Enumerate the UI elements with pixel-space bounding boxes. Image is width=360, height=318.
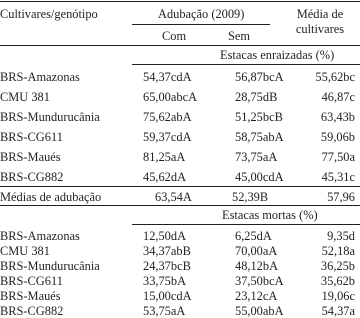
row-media: 9,35d (327, 229, 355, 243)
header-media-line1: Média de (296, 7, 344, 21)
summary-sem: 52,39B (232, 190, 269, 204)
row-name: CMU 381 (0, 244, 50, 258)
row-media: 77,50a (321, 150, 355, 164)
section-divider (0, 205, 360, 206)
section-title: Estacas enraizadas (%) (220, 48, 335, 62)
row-sem: 56,87bcA (235, 70, 284, 84)
row-sem: 70,00aA (235, 244, 278, 258)
row-media: 36,25b (320, 259, 355, 273)
row-com: 53,75aA (143, 304, 186, 318)
row-com: 65,00abcA (143, 90, 198, 104)
row-name: CMU 381 (0, 90, 50, 104)
row-com: 45,62dA (143, 170, 187, 184)
row-com: 15,00cdA (143, 289, 192, 303)
header-media-line2: cultivares (295, 22, 345, 36)
row-media: 63,43b (320, 110, 355, 124)
row-name: BRS-Maués (0, 289, 61, 303)
row-sem: 48,12bA (235, 259, 279, 273)
row-name: BRS-Amazonas (0, 229, 80, 243)
header-group-rule (132, 24, 270, 25)
section-rule (132, 64, 360, 65)
row-name: BRS-Maués (0, 150, 61, 164)
section-rule (132, 224, 360, 225)
row-name: BRS-CG611 (0, 130, 63, 144)
row-sem: 37,50bcA (235, 274, 284, 288)
row-media: 46,87c (321, 90, 355, 104)
row-sem: 51,25bcB (235, 110, 283, 124)
header-cultivares: Cultivares/genótipo (0, 7, 98, 21)
row-com: 12,50dA (143, 229, 187, 243)
header-adubacao: Adubação (2009) (158, 7, 245, 21)
summary-com: 63,54A (155, 190, 192, 204)
row-sem: 73,75aA (235, 150, 278, 164)
top-rule (0, 1, 360, 2)
row-media: 52,18a (321, 244, 355, 258)
header-rule (0, 45, 360, 46)
summary-label: Médias de adubação (0, 190, 102, 204)
row-name: BRS-Amazonas (0, 70, 80, 84)
row-media: 35,62b (320, 274, 355, 288)
row-sem: 58,75abA (235, 130, 284, 144)
row-media: 45,31c (321, 170, 355, 184)
row-sem: 55,00abA (235, 304, 284, 318)
summary-rule (0, 186, 360, 187)
row-com: 24,37bcB (143, 259, 191, 273)
row-sem: 45,00cdA (235, 170, 284, 184)
row-com: 54,37cdA (143, 70, 192, 84)
row-media: 59,06b (320, 130, 355, 144)
row-name: BRS-CG882 (0, 170, 64, 184)
row-com: 81,25aA (143, 150, 186, 164)
header-com: Com (162, 29, 187, 43)
summary-media: 57,96 (327, 190, 355, 204)
row-com: 59,37cdA (143, 130, 192, 144)
row-name: BRS-Mundurucânia (0, 110, 100, 124)
row-media: 54,37a (321, 304, 355, 318)
row-com: 75,62abA (143, 110, 192, 124)
row-media: 19,06c (321, 289, 355, 303)
header-sem: Sem (228, 29, 251, 43)
row-sem: 23,12cA (235, 289, 278, 303)
row-com: 33,75bA (143, 274, 187, 288)
row-com: 34,37abB (143, 244, 191, 258)
row-sem: 28,75dB (235, 90, 278, 104)
row-name: BRS-CG611 (0, 274, 63, 288)
section-title: Estacas mortas (%) (222, 208, 318, 222)
row-name: BRS-Mundurucânia (0, 259, 100, 273)
row-name: BRS-CG882 (0, 304, 64, 318)
row-media: 55,62bc (315, 70, 355, 84)
row-sem: 6,25dA (235, 229, 272, 243)
